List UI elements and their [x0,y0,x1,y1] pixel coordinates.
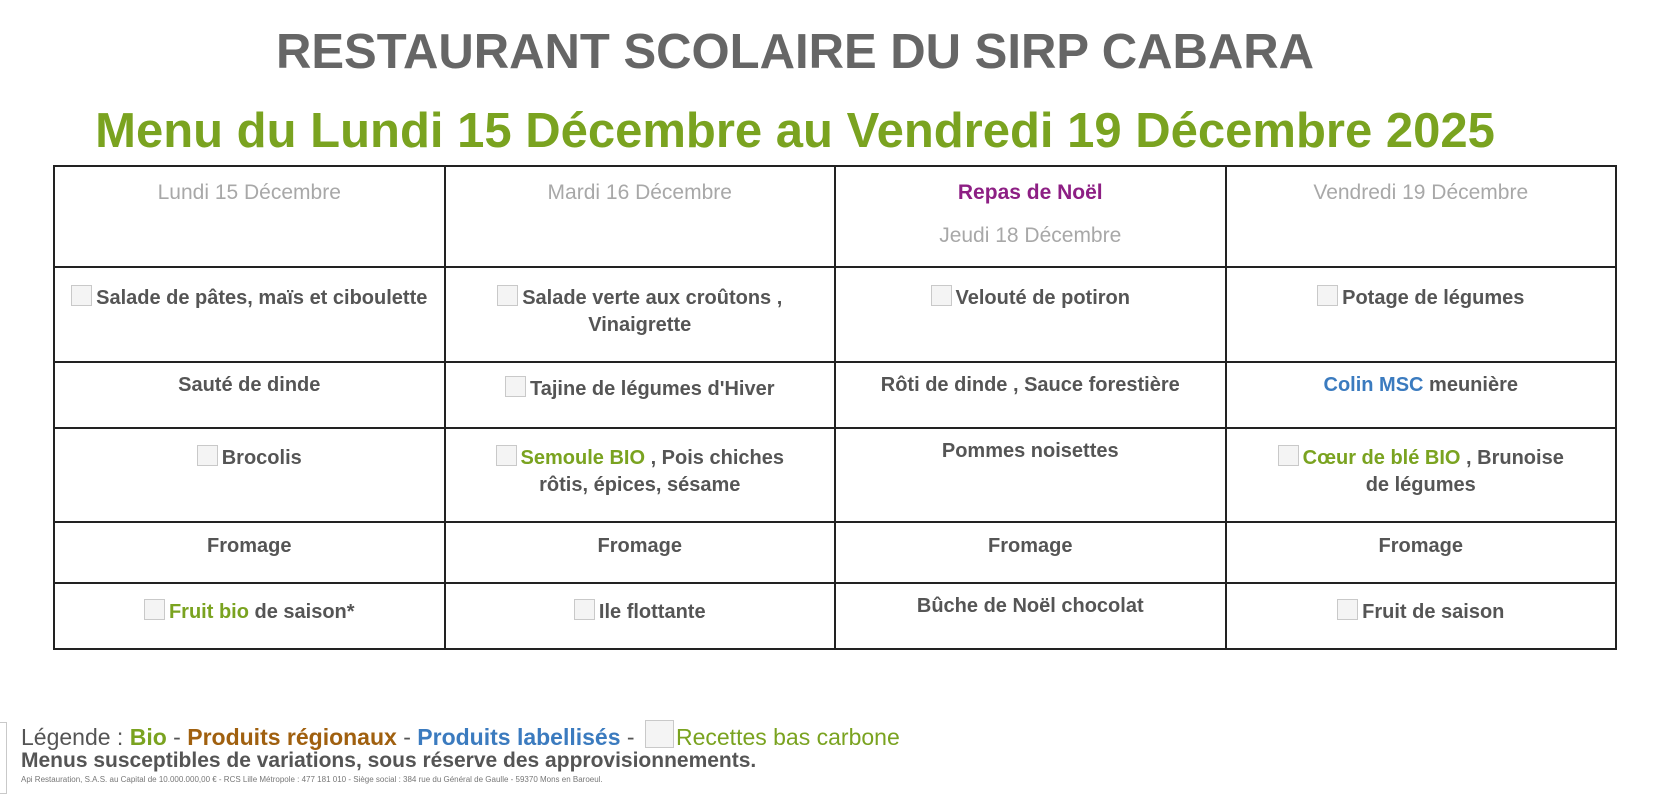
dish-label: Fromage [1378,535,1463,557]
low-carbon-icon [1337,599,1358,620]
bio-product-label: Cœur de blé BIO [1302,447,1461,469]
legend [21,720,900,751]
dish-label: Brocolis [221,447,302,469]
dish-label: Vinaigrette [588,314,692,336]
dish-label: Fromage [988,535,1073,557]
low-carbon-icon [1317,285,1338,306]
legend-separator: - [620,724,641,750]
day-header [445,166,836,267]
dish-label: Fruit de saison [1362,601,1505,623]
low-carbon-icon [197,445,218,466]
legend-labelled: Produits labellisés [417,724,621,750]
table-row [54,267,1616,362]
menu-cell [1226,583,1617,649]
low-carbon-icon [505,376,526,397]
special-meal-label: Repas de Noël [957,181,1103,204]
menu-cell [54,583,445,649]
legend-bio: Bio [129,724,167,750]
menu-cell [54,522,445,583]
day-header [54,166,445,267]
menu-week-title: Menu du Lundi 15 Décembre au Vendredi 19 Décembre 2025 [95,104,1495,158]
dish-label: de légumes [1365,474,1476,496]
dish-label: Fromage [207,535,292,557]
dish-label: Salade de pâtes, maïs et ciboulette [96,287,428,309]
bio-product-label: Fruit bio [168,601,249,623]
day-label: Vendredi 19 Décembre [1313,181,1529,204]
day-header [835,166,1226,267]
low-carbon-icon [574,599,595,620]
menu-cell [445,362,836,428]
low-carbon-icon [71,285,92,306]
menu-cell [445,522,836,583]
dish-label: meunière [1423,374,1518,396]
table-row [54,428,1616,522]
low-carbon-icon [144,599,165,620]
low-carbon-icon [497,285,518,306]
menu-cell [54,362,445,428]
dish-label: Pommes noisettes [941,440,1119,462]
menu-table [53,165,1617,650]
day-header [1226,166,1617,267]
menu-cell [1226,267,1617,362]
dish-label: Bûche de Noël chocolat [916,595,1144,617]
legend-marker [0,722,7,794]
low-carbon-icon [496,445,517,466]
dish-label: rôtis, épices, sésame [539,474,741,496]
table-row [54,522,1616,583]
table-row [54,362,1616,428]
dish-label: Potage de légumes [1342,287,1525,309]
dish-label: Tajine de légumes d'Hiver [530,378,775,400]
day-label: Jeudi 18 Décembre [939,224,1122,247]
legend-low-carbon: Recettes bas carbone [675,724,900,750]
menu-cell [835,362,1226,428]
menu-cell [445,267,836,362]
day-label: Lundi 15 Décembre [157,181,341,204]
menu-cell [54,267,445,362]
menu-cell [445,428,836,522]
table-row [54,166,1616,267]
menu-cell [1226,428,1617,522]
menu-cell [835,583,1226,649]
low-carbon-icon [1278,445,1299,466]
menu-cell [1226,362,1617,428]
dish-label: de saison* [248,601,355,623]
bio-product-label: Semoule BIO [520,447,646,469]
table-row [54,583,1616,649]
legend-prefix: Légende : [21,724,130,750]
dish-label: Ile flottante [598,601,706,623]
menu-cell [835,522,1226,583]
low-carbon-icon [645,720,674,748]
page-title: RESTAURANT SCOLAIRE DU SIRP CABARA [275,25,1315,79]
dish-label: Rôti de dinde , Sauce forestière [880,374,1180,396]
day-label: Mardi 16 Décembre [547,181,732,204]
legend-regional: Produits régionaux [187,724,397,750]
menu-cell [54,428,445,522]
dish-label: Fromage [597,535,682,557]
menu-cell [445,583,836,649]
labelled-product-label: Colin MSC [1323,374,1424,396]
dish-label: , Pois chiches [645,447,784,469]
dish-label: Sauté de dinde [178,374,321,396]
legend-separator: - [396,724,418,750]
dish-label: , Brunoise [1460,447,1564,469]
legend-separator: - [166,724,188,750]
dish-label: Salade verte aux croûtons , [522,287,783,309]
variations-notice: Menus susceptibles de variations, sous réserve des approvisionnements. [21,749,757,772]
menu-cell [835,428,1226,522]
legal-notice: Api Restauration, S.A.S. au Capital de 10.000.000,00 € - RCS Lille Métropole : 477 181 010 - Siège social : 384 rue du Général de Gaulle - 59370 Mons en Baroeul. [21,775,603,784]
menu-cell [835,267,1226,362]
low-carbon-icon [931,285,952,306]
dish-label: Velouté de potiron [955,287,1130,309]
menu-cell [1226,522,1617,583]
